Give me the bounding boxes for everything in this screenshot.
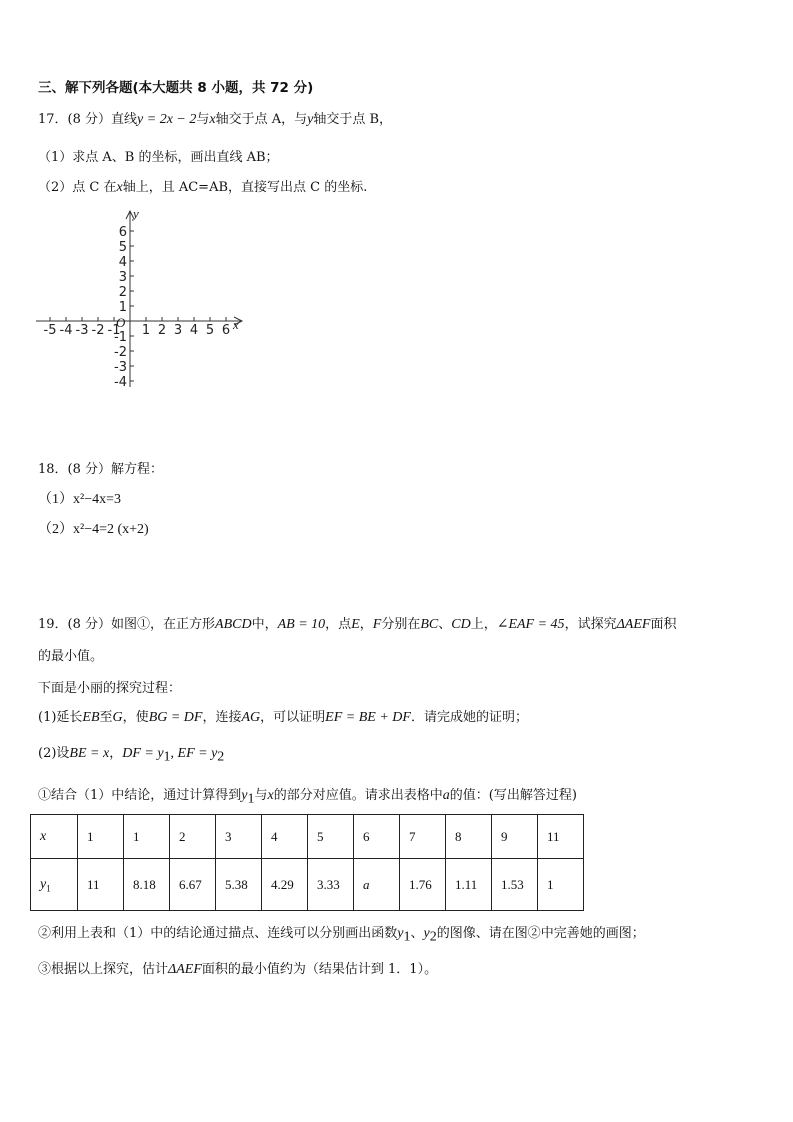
- q19-subscript: 1: [403, 929, 411, 945]
- q19-text: ②利用上表和（1）中的结论通过描点、连线可以分别画出函数: [38, 926, 398, 941]
- q19-text: ．请完成她的证明；: [410, 710, 528, 725]
- q19-text: (1)延长: [38, 710, 83, 725]
- q17-part2-b: 轴上，且 AC=AB，直接写出点 C 的坐标.: [122, 180, 368, 195]
- table-cell-y1: 1.11: [446, 859, 492, 911]
- table-cell-x: 8: [446, 815, 492, 859]
- x-tick-label: 3: [173, 323, 183, 338]
- q19-text: 19．(8 分）如图①，在正方形: [38, 617, 216, 632]
- section-heading: 三、解下列各题(本大题共 8 小题，共 72 分): [38, 80, 314, 96]
- q19-part1: [38, 706, 528, 726]
- q17-heading: [38, 108, 392, 128]
- q19-var-a: a: [442, 788, 450, 803]
- q19-eq-bg-df: BG = DF: [148, 710, 203, 725]
- table-cell-y1: 11: [78, 859, 124, 911]
- q19-eq-ef-y2: EF = y: [177, 746, 218, 761]
- y-tick-label: -2: [114, 345, 127, 360]
- q19-text: ，: [109, 746, 123, 761]
- q17-part1: （1）求点 A、B 的坐标，画出直线 AB；: [38, 150, 279, 165]
- q19-subscript: 2: [429, 929, 437, 945]
- table-cell-x: 6: [354, 815, 400, 859]
- q19-text: ①结合（1）中结论，通过计算得到: [38, 788, 242, 803]
- q19-text: ，使: [122, 710, 149, 725]
- x-tick-label: -4: [59, 323, 73, 338]
- coordinate-axes-figure: [30, 205, 260, 395]
- y-tick-label: 5: [118, 240, 127, 255]
- q19-text: ，点: [325, 617, 352, 632]
- y-tick-label: 3: [118, 270, 127, 285]
- q19-text: 中，: [251, 617, 278, 632]
- q17-part2: [38, 176, 367, 196]
- q17-mid1: 与: [196, 112, 210, 127]
- q17-part2-x: x: [116, 180, 123, 195]
- x-axis-label: x: [233, 317, 239, 332]
- q19-text: 分别在: [381, 617, 421, 632]
- x-tick-label: -5: [43, 323, 57, 338]
- q19-var-y2: y: [423, 926, 430, 941]
- table-cell-x: 3: [216, 815, 262, 859]
- q19-text: 的图像、请在图②中完善她的画图；: [436, 926, 645, 941]
- q17-var-y: y: [307, 112, 314, 127]
- x-tick-label: 5: [205, 323, 215, 338]
- table-cell-x: 2: [170, 815, 216, 859]
- q19-seg-eb: EB: [82, 710, 100, 725]
- table-cell-y1: 6.67: [170, 859, 216, 911]
- table-cell-x: 9: [492, 815, 538, 859]
- table-cell-x: 4: [262, 815, 308, 859]
- q17-equation: y = 2x − 2: [137, 112, 197, 127]
- table-header-y-text: y: [40, 876, 47, 892]
- q19-eq-ef: EF = BE + DF: [325, 710, 411, 725]
- q19-eq-be: BE = x: [69, 746, 110, 761]
- q19-text: ，连接: [202, 710, 242, 725]
- x-tick-label: 2: [157, 323, 167, 338]
- q19-text: 至: [99, 710, 113, 725]
- table-header-y1: [31, 859, 78, 911]
- table-cell-y1: 5.38: [216, 859, 262, 911]
- q17-mid3: 轴交于点 B，: [313, 112, 393, 127]
- q19-triangle: ΔAEF: [168, 962, 202, 977]
- table-cell-x: 1: [78, 815, 124, 859]
- q19-side-cd: CD: [451, 617, 471, 632]
- table-cell-y1: 4.29: [262, 859, 308, 911]
- table-row-y1: [31, 859, 584, 911]
- q19-angle: ∠EAF = 45: [496, 617, 565, 632]
- x-tick-label: -2: [91, 323, 105, 338]
- y-tick-label: -3: [114, 360, 127, 375]
- q19-text: 面积的最小值约为（结果估计到 1．1）。: [201, 962, 438, 977]
- q19-text: 面积: [650, 617, 677, 632]
- q19-text: 的部分对应值。请求出表格中: [273, 788, 443, 803]
- q19-subscript: 1: [247, 791, 255, 807]
- q19-text: 与: [254, 788, 268, 803]
- q19-text: ，可以证明: [260, 710, 326, 725]
- y-tick-label: 1: [118, 300, 127, 315]
- q18-heading: 18．(8 分）解方程：: [38, 462, 164, 477]
- table-cell-x: 11: [538, 815, 584, 859]
- table-cell-x: 7: [400, 815, 446, 859]
- y-tick-label: 4: [118, 255, 127, 270]
- q17-mid2: 轴交于点 A，与: [215, 112, 308, 127]
- table-cell-y1: 1: [538, 859, 584, 911]
- q19-point-f: F: [372, 617, 382, 632]
- q19-text: ，试探究: [564, 617, 617, 632]
- q19-subscript: 1: [163, 749, 171, 765]
- q19-line3: 下面是小丽的探究过程：: [38, 681, 182, 696]
- y-tick-label: 2: [118, 285, 127, 300]
- q19-text: 、: [438, 617, 452, 632]
- q17-var-x: x: [209, 112, 216, 127]
- y-tick-label: -1: [114, 330, 127, 345]
- q18-eq2: （2）x²−4=2 (x+2): [38, 522, 149, 537]
- origin-label: O: [116, 315, 126, 330]
- q17-part2-a: （2）点 C 在: [38, 180, 117, 195]
- x-tick-label: 1: [141, 323, 151, 338]
- q19-text: ③根据以上探究，估计: [38, 962, 169, 977]
- table-header-x: [31, 815, 78, 859]
- y-axis-label: y: [133, 206, 139, 221]
- q19-text: ,: [170, 746, 178, 761]
- table-cell-x: 5: [308, 815, 354, 859]
- q18-eq1: （1）x²−4x=3: [38, 492, 121, 507]
- table-cell-y1: 1.53: [492, 859, 538, 911]
- q19-circle3: [38, 958, 437, 978]
- q19-side-bc: BC: [420, 617, 439, 632]
- q19-subscript: 2: [217, 749, 225, 765]
- table-row-x: [31, 815, 584, 859]
- q19-text: 、: [410, 926, 424, 941]
- q19-part2: [38, 742, 224, 766]
- q19-text: 上，: [470, 617, 497, 632]
- table-header-y-sub: 1: [46, 883, 51, 894]
- table-cell-y1: a: [354, 859, 400, 911]
- q19-line2: 的最小值。: [38, 649, 104, 664]
- table-header-x-text: x: [40, 829, 47, 844]
- table-cell-x: 1: [124, 815, 170, 859]
- q19-side-length: AB = 10: [277, 617, 326, 632]
- x-tick-label: 6: [221, 323, 231, 338]
- q19-circle2: [38, 922, 645, 946]
- q19-square-name: ABCD: [215, 617, 252, 632]
- q19-point-e: E: [351, 617, 360, 632]
- xy-table: [30, 814, 584, 911]
- q19-seg-ag: AG: [241, 710, 261, 725]
- y-tick-label: -4: [114, 375, 127, 390]
- q19-var-x: x: [267, 788, 274, 803]
- q17-prefix: 17．(8 分）直线: [38, 112, 138, 127]
- x-tick-label: -3: [75, 323, 89, 338]
- x-tick-label: 4: [189, 323, 199, 338]
- q19-text: ，: [359, 617, 373, 632]
- table-cell-y1: 3.33: [308, 859, 354, 911]
- q19-line1: [38, 613, 676, 633]
- x-tick-label: -1: [107, 323, 121, 338]
- y-tick-label: 6: [118, 225, 127, 240]
- q19-circle1: [38, 784, 577, 808]
- table-cell-y1: 1.76: [400, 859, 446, 911]
- q19-triangle: ΔAEF: [616, 617, 651, 632]
- q19-eq-df: DF = y: [122, 746, 164, 761]
- table-cell-y1: 8.18: [124, 859, 170, 911]
- q19-point-g: G: [112, 710, 123, 725]
- q19-var-y1: y: [397, 926, 404, 941]
- q19-var-y1: y: [241, 788, 248, 803]
- q19-text: (2)设: [38, 746, 70, 761]
- q19-text: 的值：(写出解答过程): [449, 788, 577, 803]
